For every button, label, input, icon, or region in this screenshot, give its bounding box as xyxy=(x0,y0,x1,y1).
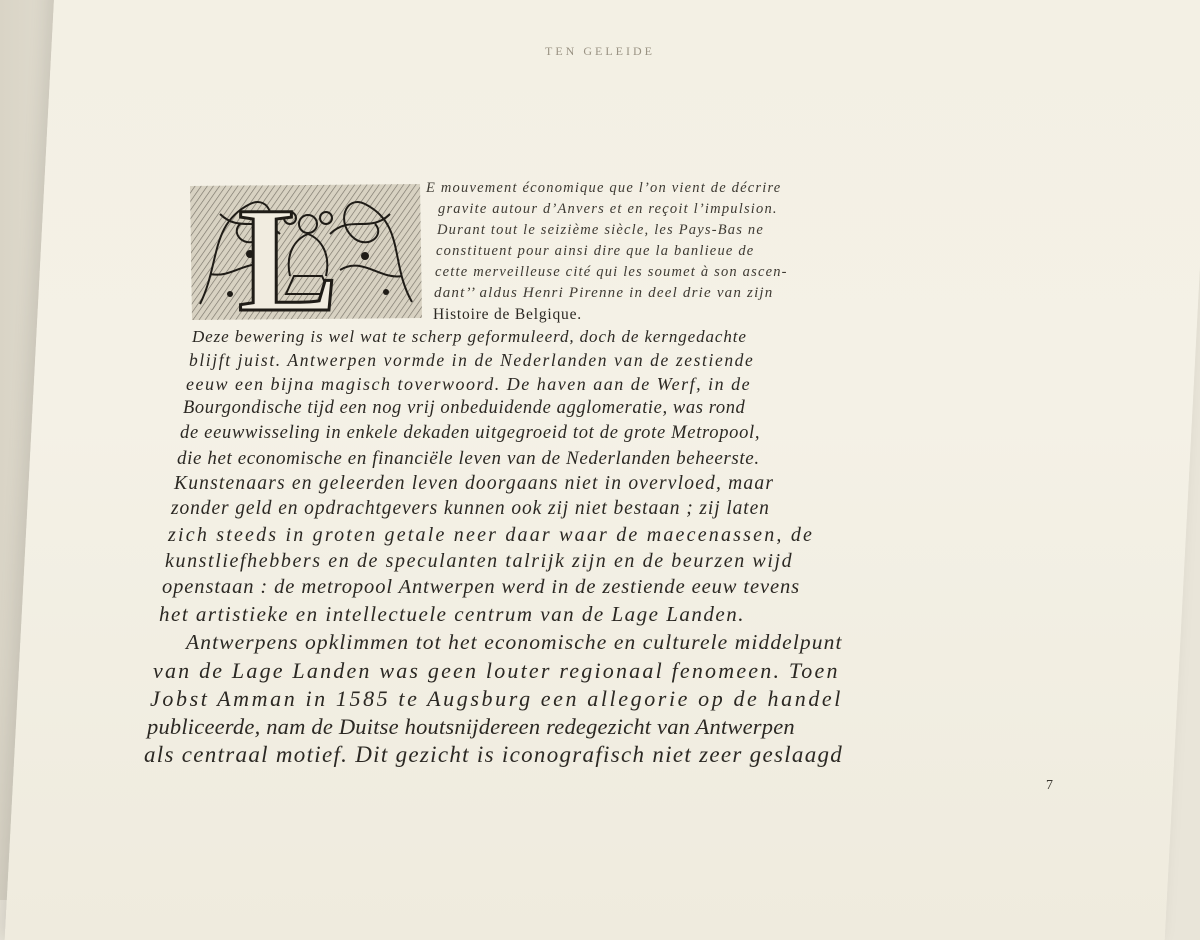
drop-cap-ornament-icon xyxy=(190,184,422,320)
quote-line: Histoire de Belgique. xyxy=(433,306,582,323)
ornamental-drop-cap xyxy=(190,184,422,320)
body-line: publiceerde, nam de Duitse houtsnijdereen redegezicht van Antwerpen xyxy=(147,714,795,739)
body-line: eeuw een bijna magisch toverwoord. De haven aan de Werf, in de xyxy=(186,374,752,394)
quote-line: gravite autour d’Anvers et en reçoit l’impulsion. xyxy=(438,201,778,217)
body-line: blijft juist. Antwerpen vormde in de Nederlanden van de zestiende xyxy=(189,350,755,370)
body-line: zonder geld en opdrachtgevers kunnen ook zij niet bestaan ; zij laten xyxy=(171,498,770,519)
body-line: Deze bewering is wel wat te scherp geformuleerd, doch de kerngedachte xyxy=(192,327,747,346)
quote-line: constituent pour ainsi dire que la banlieue de xyxy=(436,243,755,259)
quote-line: E mouvement économique que l’on vient de décrire xyxy=(426,180,782,196)
quote-line: cette merveilleuse cité qui les soumet à son ascen- xyxy=(435,264,788,280)
body-line: als centraal motief. Dit gezicht is iconografisch niet zeer geslaagd xyxy=(144,742,844,767)
body-line: Bourgondische tijd een nog vrij onbeduidende agglomeratie, was rond xyxy=(183,398,746,418)
body-line: Jobst Amman in 1585 te Augsburg een allegorie op de handel xyxy=(150,686,843,711)
quote-line: Durant tout le seizième siècle, les Pays-Bas ne xyxy=(437,222,765,238)
page-number: 7 xyxy=(1046,778,1053,793)
body-line: Antwerpens opklimmen tot het economische en culturele middelpunt xyxy=(186,630,843,654)
running-head: TEN GELEIDE xyxy=(545,44,655,58)
body-line: die het economische en financiële leven van de Nederlanden beheerste. xyxy=(177,448,760,469)
body-line: de eeuwwisseling in enkele dekaden uitgegroeid tot de grote Metropool, xyxy=(180,423,761,443)
body-line: Kunstenaars en geleerden leven doorgaans niet in overvloed, maar xyxy=(174,473,775,494)
body-line: zich steeds in groten getale neer daar waar de maecenassen, de xyxy=(168,524,815,546)
quote-line: dant’’ aldus Henri Pirenne in deel drie van zijn xyxy=(434,285,774,301)
body-line: openstaan : de metropool Antwerpen werd in de zestiende eeuw tevens xyxy=(162,576,800,598)
drop-cap-letter: L xyxy=(238,184,339,320)
body-line: kunstliefhebbers en de speculanten talrijk zijn en de beurzen wijd xyxy=(165,550,794,572)
body-line: het artistieke en intellectuele centrum van de Lage Landen. xyxy=(159,602,745,626)
body-line: van de Lage Landen was geen louter regionaal fenomeen. Toen xyxy=(153,658,840,683)
